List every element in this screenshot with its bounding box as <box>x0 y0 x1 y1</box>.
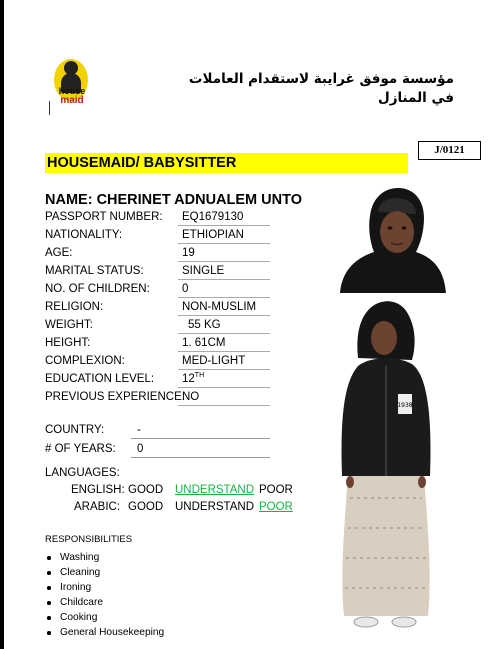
detail-value <box>178 371 270 388</box>
logo-text-line2: maid <box>60 95 84 106</box>
full-body-photo <box>336 298 436 640</box>
detail-label: RELIGION: <box>45 301 104 314</box>
detail-value <box>178 353 270 370</box>
detail-value-sup: TH <box>194 372 205 380</box>
responsibilities-label: RESPONSIBILITIES <box>45 534 133 545</box>
detail-value <box>178 245 270 262</box>
language-level: POOR <box>259 484 293 496</box>
detail-value-text: EQ1679130 <box>182 211 244 223</box>
detail-label: AGE: <box>45 247 73 260</box>
detail-value <box>178 317 270 334</box>
right-shoe <box>392 617 416 627</box>
jacket-badge-text: 1938 <box>397 402 413 409</box>
detail-value <box>178 209 270 226</box>
detail-value-text: MED-LIGHT <box>182 355 246 368</box>
responsibility-item: General Housekeeping <box>45 626 164 641</box>
detail-value-text: 19 <box>182 247 195 260</box>
detail-value <box>178 227 270 244</box>
cv-page <box>4 0 499 649</box>
candidate-name: NAME: CHERINET ADNUALEM UNTO <box>45 192 302 208</box>
full-body-photo-art <box>336 298 436 640</box>
logo-text <box>48 87 96 105</box>
agency-name-line1: مؤسسة موفق غرايبة لاستقدام العاملات <box>188 71 454 87</box>
detail-value-text: NO <box>182 391 200 404</box>
language-level-selected: POOR <box>259 501 293 513</box>
face-shape-small <box>371 321 397 355</box>
language-level-selected: UNDERSTAND <box>175 484 255 496</box>
detail-value-text: 55 KG <box>188 319 221 332</box>
detail-value <box>178 389 270 406</box>
language-name: ARABIC: <box>74 501 121 513</box>
detail-label: COMPLEXION: <box>45 355 125 368</box>
eye-right <box>402 226 407 229</box>
responsibility-item: Cleaning <box>45 566 164 581</box>
responsibility-item: Cooking <box>45 611 164 626</box>
language-level: UNDERSTAND <box>175 501 255 513</box>
language-level: GOOD <box>128 484 164 496</box>
detail-label: MARITAL STATUS: <box>45 265 144 278</box>
detail-label: HEIGHT: <box>45 337 91 350</box>
detail-value <box>178 335 270 352</box>
detail-label: PREVIOUS EXPERIENCE: <box>45 391 185 404</box>
experience-label: COUNTRY: <box>45 424 105 436</box>
detail-value <box>178 299 270 316</box>
face-shape <box>380 211 414 253</box>
language-name: ENGLISH: <box>71 484 125 496</box>
experience-value: 0 <box>131 441 270 458</box>
portrait-photo-art <box>338 186 448 293</box>
detail-value-text: SINGLE <box>182 265 225 278</box>
position-title: HOUSEMAID/ BABYSITTER <box>45 153 408 173</box>
logo-divider <box>49 101 50 115</box>
reference-number: J/0121 <box>418 141 481 160</box>
detail-value <box>178 281 270 298</box>
portrait-photo <box>338 186 448 293</box>
experience-label: # OF YEARS: <box>45 443 116 455</box>
detail-label: NO. OF CHILDREN: <box>45 283 150 296</box>
name-label: NAME <box>45 192 88 208</box>
detail-value-text: 0 <box>182 283 189 296</box>
agency-name-arabic <box>188 70 454 108</box>
agency-name-line2: في المنازل <box>377 90 454 106</box>
detail-value-text: ETHIOPIAN <box>182 229 244 242</box>
left-hand <box>346 476 354 488</box>
detail-value-text: NON-MUSLIM <box>182 301 257 314</box>
eye-left <box>388 226 393 229</box>
detail-label: PASSPORT NUMBER: <box>45 211 163 223</box>
detail-value-text: 1. 61CM <box>182 337 226 350</box>
detail-label: EDUCATION LEVEL: <box>45 373 155 386</box>
responsibility-item: Childcare <box>45 596 164 611</box>
name-value: CHERINET ADNUALEM UNTO <box>96 192 302 208</box>
responsibilities-list <box>45 551 164 642</box>
detail-label: WEIGHT: <box>45 319 93 332</box>
detail-value <box>178 263 270 280</box>
responsibility-item: Washing <box>45 551 164 566</box>
detail-label: NATIONALITY: <box>45 229 123 242</box>
detail-value-text: 12 <box>182 373 195 386</box>
housemaid-logo <box>48 57 96 115</box>
languages-label: LANGUAGES: <box>45 467 120 479</box>
logo-text-line1: house <box>58 86 86 96</box>
experience-value: - <box>131 422 270 439</box>
right-hand <box>418 476 426 488</box>
left-shoe <box>354 617 378 627</box>
language-level: GOOD <box>128 501 164 513</box>
responsibility-item: Ironing <box>45 581 164 596</box>
